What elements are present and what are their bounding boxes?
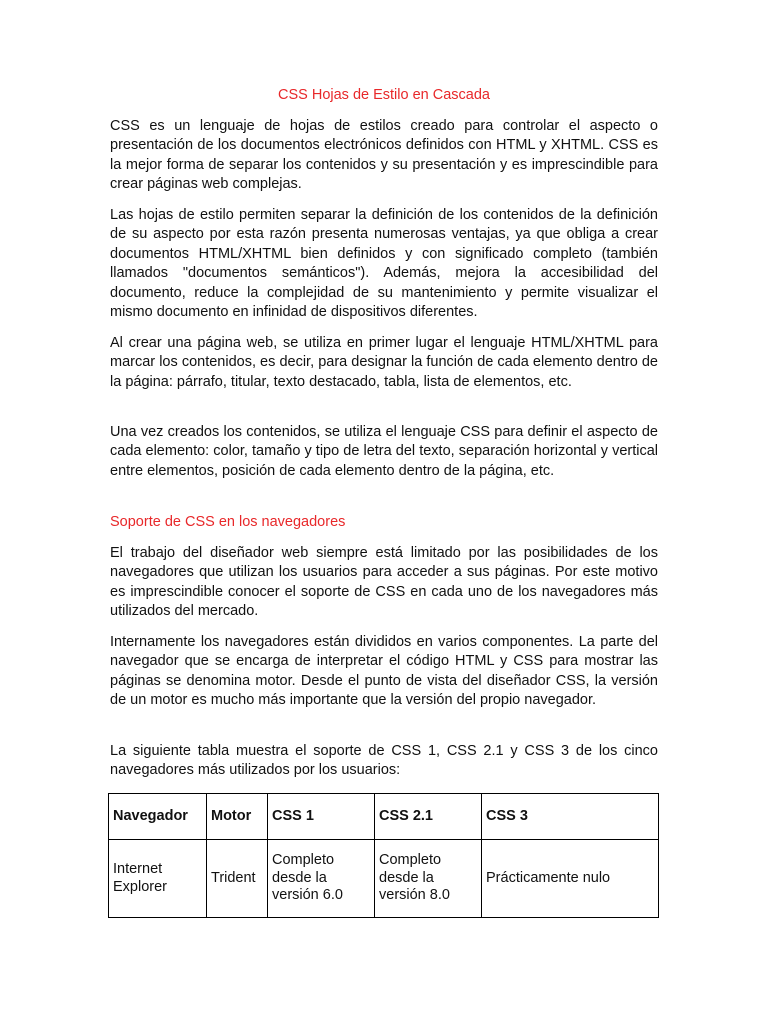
section-heading: Soporte de CSS en los navegadores bbox=[110, 514, 346, 530]
paragraph-browser-engine: Internamente los navegadores están divididos en varios componentes. La parte del navegador que se encarga de interpretar el código HTML y CSS para mostrar las páginas se denomina motor. Desde el punto de vista del diseñador CSS, la versión de un motor es mucho más importante que la versión del propio navegador. bbox=[110, 634, 658, 709]
paragraph-after-content: Una vez creados los contenidos, se utiliza el lenguaje CSS para definir el aspecto de cada elemento: color, tamaño y tipo de letra del texto, separación horizontal y vertical entre elementos, posición de cada elemento dentro de la página, etc. bbox=[110, 424, 658, 479]
paragraph-table-intro: La siguiente tabla muestra el soporte de CSS 1, CSS 2.1 y CSS 3 de los cinco navegadores más utilizados por los usuarios: bbox=[110, 743, 658, 779]
cell-css3: Prácticamente nulo bbox=[482, 840, 659, 918]
cell-engine: Trident bbox=[207, 840, 268, 918]
header-css3: CSS 3 bbox=[482, 794, 659, 840]
paragraph-intro: CSS es un lenguaje de hojas de estilos creado para controlar el aspecto o presentación de los documentos electrónicos definidos con HTML y XHTML. CSS es la mejor forma de separar los contenidos y su presentación y es imprescindible para crear páginas web complejas. bbox=[110, 118, 658, 193]
header-css1: CSS 1 bbox=[268, 794, 375, 840]
paragraph-designer-limits: El trabajo del diseñador web siempre está limitado por las posibilidades de los navegadores que utilizan los usuarios para acceder a sus páginas. Por este motivo es imprescindible conocer el soporte de CSS en cada uno de los navegadores más utilizados del mercado. bbox=[110, 545, 658, 620]
header-navegador: Navegador bbox=[109, 794, 207, 840]
cell-browser: Internet Explorer bbox=[109, 840, 207, 918]
header-motor: Motor bbox=[207, 794, 268, 840]
header-css21: CSS 2.1 bbox=[375, 794, 482, 840]
cell-css21: Completo desde la versión 8.0 bbox=[375, 840, 482, 918]
table-header-row bbox=[109, 794, 659, 840]
paragraph-style-sheets: Las hojas de estilo permiten separar la definición de los contenidos de la definición de su aspecto por esta razón presenta numerosas ventajas, ya que obliga a crear documentos HTML/XHTML bien definidos y con significado completo (también llamados "documentos semánticos"). Además, mejora la accesibilidad del documento, reduce la complejidad de su mantenimiento y permite visualizar el mismo documento en infinidad de dispositivos diferentes. bbox=[110, 207, 658, 321]
document-title: CSS Hojas de Estilo en Cascada bbox=[278, 87, 490, 103]
cell-css1: Completo desde la versión 6.0 bbox=[268, 840, 375, 918]
browser-support-table bbox=[108, 793, 659, 918]
table-row bbox=[109, 840, 659, 918]
paragraph-creating-page: Al crear una página web, se utiliza en primer lugar el lenguaje HTML/XHTML para marcar los contenidos, es decir, para designar la función de cada elemento dentro de la página: párrafo, titular, texto destacado, tabla, lista de elementos, etc. bbox=[110, 335, 658, 390]
